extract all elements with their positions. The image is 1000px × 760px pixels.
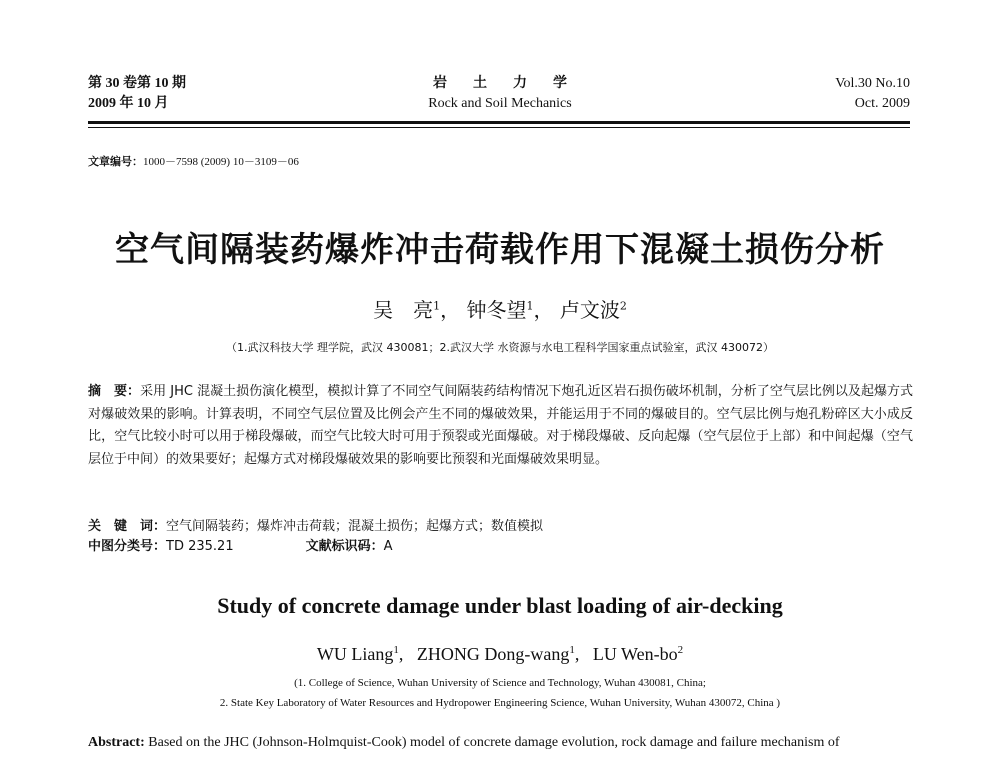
author-en: LU Wen-bo <box>592 644 678 664</box>
journal-name-en: Rock and Soil Mechanics <box>428 96 572 111</box>
abstract-cn-label: 摘 要： <box>88 384 141 399</box>
header-rule-thick <box>88 121 910 124</box>
title-cn: 空气间隔装药爆炸冲击荷载作用下混凝土损伤分析 <box>115 230 885 270</box>
abstract-en-text: Based on the JHC (Johnson-Holmquist-Cook) model of concrete damage evolution, rock damage and failure mechanism of <box>148 735 840 750</box>
journal-issue-info-en <box>835 74 910 114</box>
title-en: Study of concrete damage under blast loading of air-decking <box>217 593 783 618</box>
author-cn: 卢文波 <box>559 298 620 322</box>
header-rule-thin <box>88 127 910 128</box>
author-affil-mark: 2 <box>619 299 627 313</box>
article-number-label: 文章编号： <box>88 156 143 168</box>
abstract-cn <box>88 381 913 471</box>
author-affil-mark: 1 <box>393 644 399 656</box>
affiliation-en <box>0 673 1000 713</box>
author-affil-mark: 2 <box>677 644 684 656</box>
clc-label: 中图分类号： <box>88 539 167 554</box>
affiliation-en-line1: (1. College of Science, Wuhan University of Science and Technology, Wuhan 430081, China; <box>294 677 706 689</box>
author-en: ZHONG Dong-wang <box>416 644 570 664</box>
abstract-en-label: Abstract: <box>88 735 145 750</box>
classification-line <box>88 537 913 557</box>
author-en: WU Liang <box>316 644 394 664</box>
authors-cn: 吴 亮$^1$， 钟冬望$^1$， 卢文波$^2$ <box>373 298 627 322</box>
affiliation-en-line2: 2. State Key Laboratory of Water Resources and Hydropower Engineering Science, Wuhan University, Wuhan 430072, China ) <box>219 697 781 709</box>
author-cn: 吴 亮 <box>373 298 434 322</box>
volume-issue-en: Vol.30 No.10 <box>835 76 910 91</box>
doc-code-value: A <box>383 539 393 554</box>
volume-issue: 第 30 卷第 10 期 <box>88 76 186 91</box>
authors-en: WU Liang$^1$, ZHONG Dong-wang$^1$, LU Wen-$bo^2$ <box>316 644 684 664</box>
doc-code-label: 文献标识码： <box>305 539 384 554</box>
author-affil-mark: 1 <box>569 644 575 656</box>
keywords-cn-text: 空气间隔装药；爆炸冲击荷载；混凝土损伤；起爆方式；数值模拟 <box>166 519 544 534</box>
affiliation-cn: （1.武汉科技大学 理学院，武汉 430081；2.武汉大学 水资源与水电工程科学国家重点试验室，武汉 430072） <box>226 341 774 354</box>
keywords-cn <box>88 517 913 537</box>
abstract-cn-text: 采用 JHC 混凝土损伤演化模型，模拟计算了不同空气间隔装药结构情况下炮孔近区岩石损伤破坏机制，分析了空气层比例以及起爆方式对爆破效果的影响。计算表明，不同空气层位置及比例会产生不同的爆破效果，并能运用于不同的爆破目的。空气层比例与炮孔粉碎区大小成反比，空气比较小时可以用于梯段爆破，而空气比较大时可用于预裂或光面爆破。对于梯段爆破、反向起爆（空气层位于上部）和中间起爆（空气层位于中间）的效果要好；起爆方式对梯段爆破效果的影响要比预裂和光面爆破效果明显。 <box>88 384 913 467</box>
article-number-value: 1000－7598 (2009) 10－3109－06 <box>143 156 299 168</box>
keywords-cn-label: 关 键 词： <box>88 519 167 534</box>
author-cn: 钟冬望 <box>466 298 527 322</box>
article-number <box>88 153 299 169</box>
abstract-en <box>88 735 928 751</box>
author-affil-mark: 1 <box>526 299 534 313</box>
issue-date: 2009 年 10 月 <box>88 96 169 111</box>
issue-date-en: Oct. 2009 <box>854 96 910 111</box>
clc-value: TD 235.21 <box>166 539 234 554</box>
journal-name-cn: 岩土力学 <box>433 76 593 91</box>
author-affil-mark: 1 <box>433 299 441 313</box>
